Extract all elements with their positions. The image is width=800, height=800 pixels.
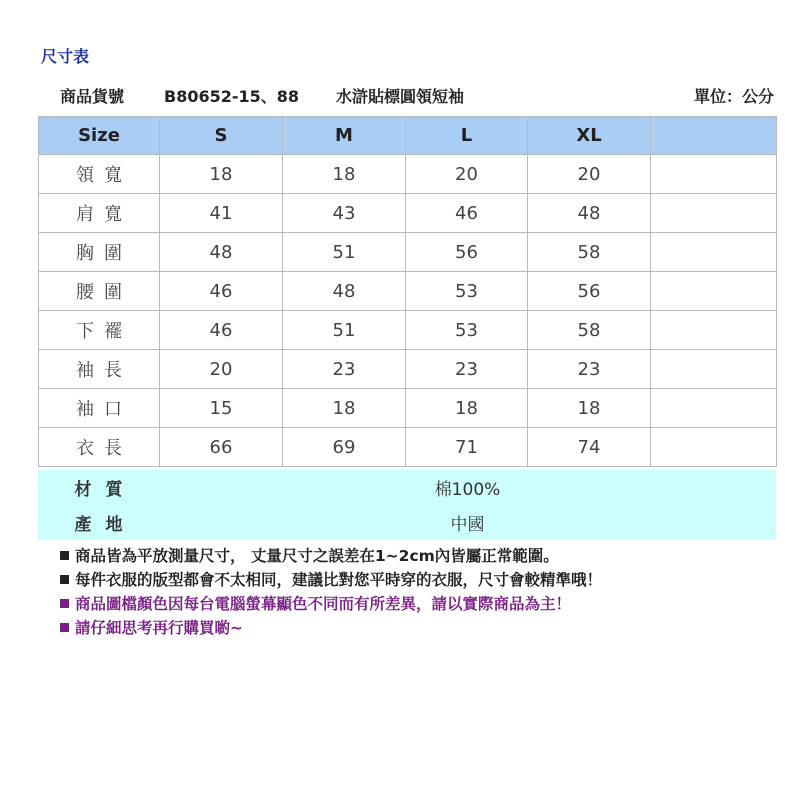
header-size: Size <box>39 117 160 155</box>
table-row <box>39 389 777 428</box>
row-label: 衣長 <box>39 428 160 467</box>
table-cell: 18 <box>160 155 283 194</box>
table-cell: 53 <box>406 272 528 311</box>
origin-label: 產地 <box>38 505 159 540</box>
table-row <box>39 272 777 311</box>
table-cell: 48 <box>528 194 651 233</box>
size-table <box>38 116 777 467</box>
note-text: 商品圖檔顏色因每台電腦螢幕顯色不同而有所差異，請以實際商品為主！ <box>75 595 572 613</box>
table-cell: 53 <box>406 311 528 350</box>
table-cell: 48 <box>160 233 283 272</box>
table-cell <box>651 311 777 350</box>
header-empty <box>651 117 777 155</box>
table-cell: 58 <box>528 311 651 350</box>
table-cell <box>651 272 777 311</box>
row-label: 袖長 <box>39 350 160 389</box>
note-text: 請仔細思考再行購買喲~ <box>75 619 243 637</box>
square-bullet-icon <box>60 623 69 632</box>
table-cell: 23 <box>283 350 406 389</box>
material-value: 棉100% <box>159 470 776 505</box>
table-cell: 51 <box>283 233 406 272</box>
table-cell: 71 <box>406 428 528 467</box>
unit-label: 單位：公分 <box>693 87 774 106</box>
table-cell: 46 <box>160 311 283 350</box>
header-m: M <box>283 117 406 155</box>
table-row <box>39 350 777 389</box>
note-text: 商品皆為平放測量尺寸， 丈量尺寸之誤差在1~2cm內皆屬正常範圍。 <box>75 547 559 565</box>
product-code-label: 商品貨號 <box>60 87 125 106</box>
product-name: 水滸貼標圓領短袖 <box>336 87 465 106</box>
material-row <box>38 470 776 505</box>
origin-row <box>38 505 776 540</box>
page-title: 尺寸表 <box>41 47 90 66</box>
notes-list <box>60 544 780 640</box>
table-row <box>39 428 777 467</box>
table-cell: 15 <box>160 389 283 428</box>
note-item <box>60 592 780 616</box>
table-cell: 18 <box>283 389 406 428</box>
table-cell: 20 <box>160 350 283 389</box>
product-info-row <box>60 84 774 108</box>
square-bullet-icon <box>60 551 69 560</box>
row-label: 領寬 <box>39 155 160 194</box>
size-table-header-row <box>39 117 777 155</box>
note-item <box>60 616 780 640</box>
table-cell: 46 <box>406 194 528 233</box>
table-cell: 18 <box>283 155 406 194</box>
origin-value: 中國 <box>159 505 776 540</box>
table-cell <box>651 194 777 233</box>
square-bullet-icon <box>60 575 69 584</box>
table-row <box>39 233 777 272</box>
table-cell <box>651 155 777 194</box>
table-row <box>39 194 777 233</box>
header-l: L <box>406 117 528 155</box>
table-cell: 18 <box>528 389 651 428</box>
table-cell: 69 <box>283 428 406 467</box>
table-cell: 56 <box>528 272 651 311</box>
row-label: 腰圍 <box>39 272 160 311</box>
header-xl: XL <box>528 117 651 155</box>
row-label: 胸圍 <box>39 233 160 272</box>
note-item <box>60 544 780 568</box>
material-label: 材質 <box>38 470 159 505</box>
header-s: S <box>160 117 283 155</box>
table-cell: 41 <box>160 194 283 233</box>
table-cell: 48 <box>283 272 406 311</box>
table-cell <box>651 233 777 272</box>
table-cell <box>651 389 777 428</box>
table-row <box>39 311 777 350</box>
table-cell <box>651 428 777 467</box>
table-cell: 56 <box>406 233 528 272</box>
table-cell: 23 <box>406 350 528 389</box>
table-cell <box>651 350 777 389</box>
note-item <box>60 568 780 592</box>
table-cell: 20 <box>528 155 651 194</box>
table-cell: 46 <box>160 272 283 311</box>
row-label: 袖口 <box>39 389 160 428</box>
table-cell: 51 <box>283 311 406 350</box>
table-cell: 18 <box>406 389 528 428</box>
table-cell: 43 <box>283 194 406 233</box>
row-label: 肩寬 <box>39 194 160 233</box>
table-cell: 20 <box>406 155 528 194</box>
material-info-table <box>38 470 776 540</box>
note-text: 每件衣服的版型都會不太相同，建議比對您平時穿的衣服，尺寸會較精準哦！ <box>75 571 603 589</box>
product-code: B80652-15、88 <box>164 87 300 106</box>
table-cell: 66 <box>160 428 283 467</box>
table-cell: 74 <box>528 428 651 467</box>
row-label: 下襬 <box>39 311 160 350</box>
table-cell: 23 <box>528 350 651 389</box>
table-cell: 58 <box>528 233 651 272</box>
table-row <box>39 155 777 194</box>
square-bullet-icon <box>60 599 69 608</box>
